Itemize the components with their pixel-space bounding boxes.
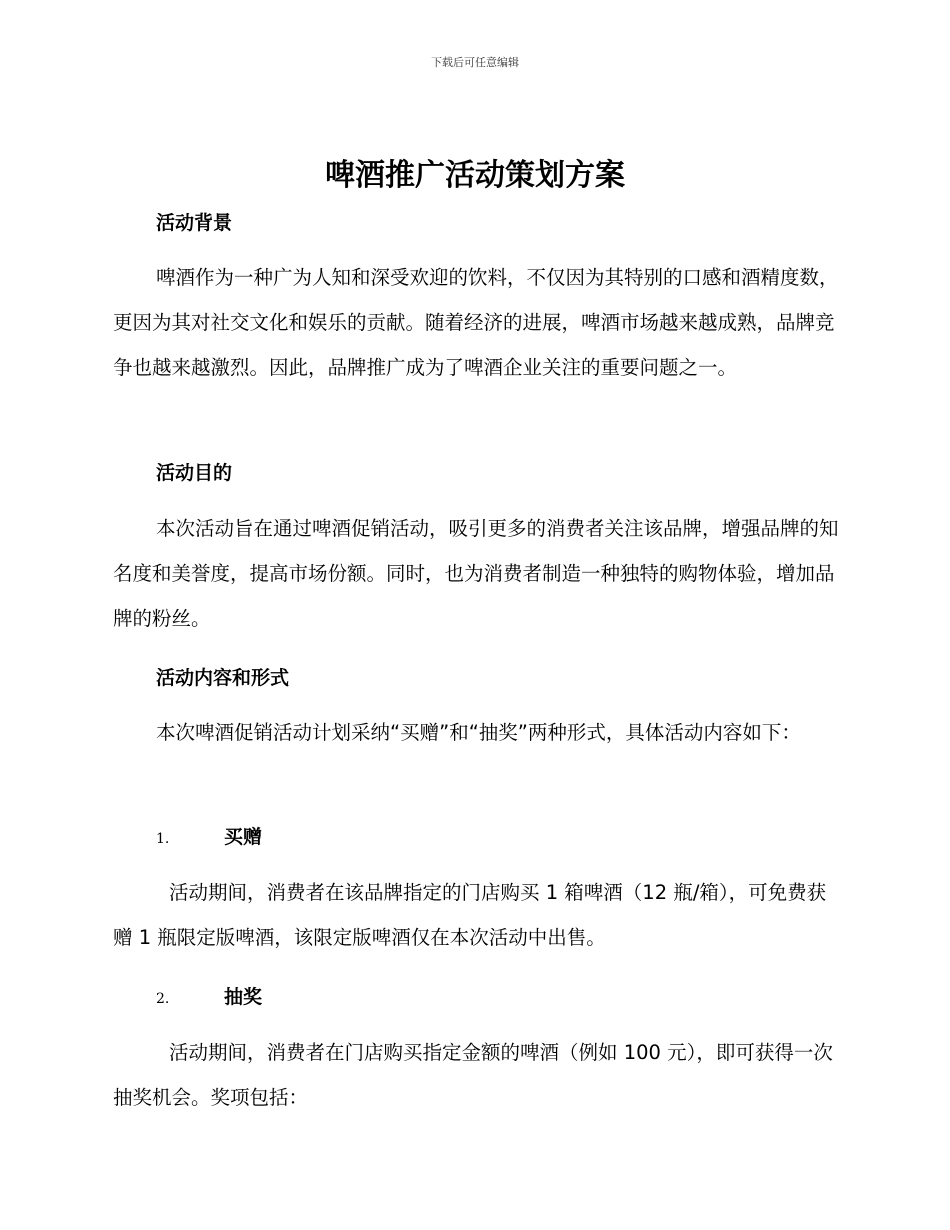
list-number: 2. (156, 991, 170, 1007)
section-heading-background: 活动背景 (156, 212, 233, 234)
paragraph-content: 本次啤酒促销活动计划采纳“买赠”和“抽奖”两种形式，具体活动内容如下： (156, 721, 801, 744)
document-title: 啤酒推广活动策划方案 (325, 158, 625, 193)
section-heading-purpose: 活动目的 (156, 462, 233, 484)
section-heading-content: 活动内容和形式 (156, 667, 290, 689)
list-label: 买赠 (224, 826, 263, 848)
list-number: 1. (156, 831, 170, 847)
list-label: 抽奖 (224, 986, 263, 1008)
page-header: 下载后可任意编辑 (431, 56, 519, 69)
paragraph-gift: 活动期间，消费者在该品牌指定的门店购买 1 箱啤酒（12 瓶/箱），可免费获赠 1 瓶限定版啤酒，该限定版啤酒仅在本次活动中出售。 (113, 881, 827, 949)
paragraph-lottery: 活动期间，消费者在门店购买指定金额的啤酒（例如 100 元），即可获得一次抽奖机会。奖项包括： (113, 1041, 833, 1109)
list-item-lottery (156, 982, 262, 1009)
list-item-gift (156, 822, 262, 849)
paragraph-background: 啤酒作为一种广为人知和深受欢迎的饮料，不仅因为其特别的口感和酒精度数，更因为其对社交文化和娱乐的贡献。随着经济的进展，啤酒市场越来越成熟，品牌竞争也越来越激烈。因此，品牌推广成为了啤酒企业关注的重要问题之一。 (113, 266, 839, 379)
paragraph-purpose: 本次活动旨在通过啤酒促销活动，吸引更多的消费者关注该品牌，增强品牌的知名度和美誉度，提高市场份额。同时，也为消费者制造一种独特的购物体验，增加品牌的粉丝。 (113, 517, 839, 630)
